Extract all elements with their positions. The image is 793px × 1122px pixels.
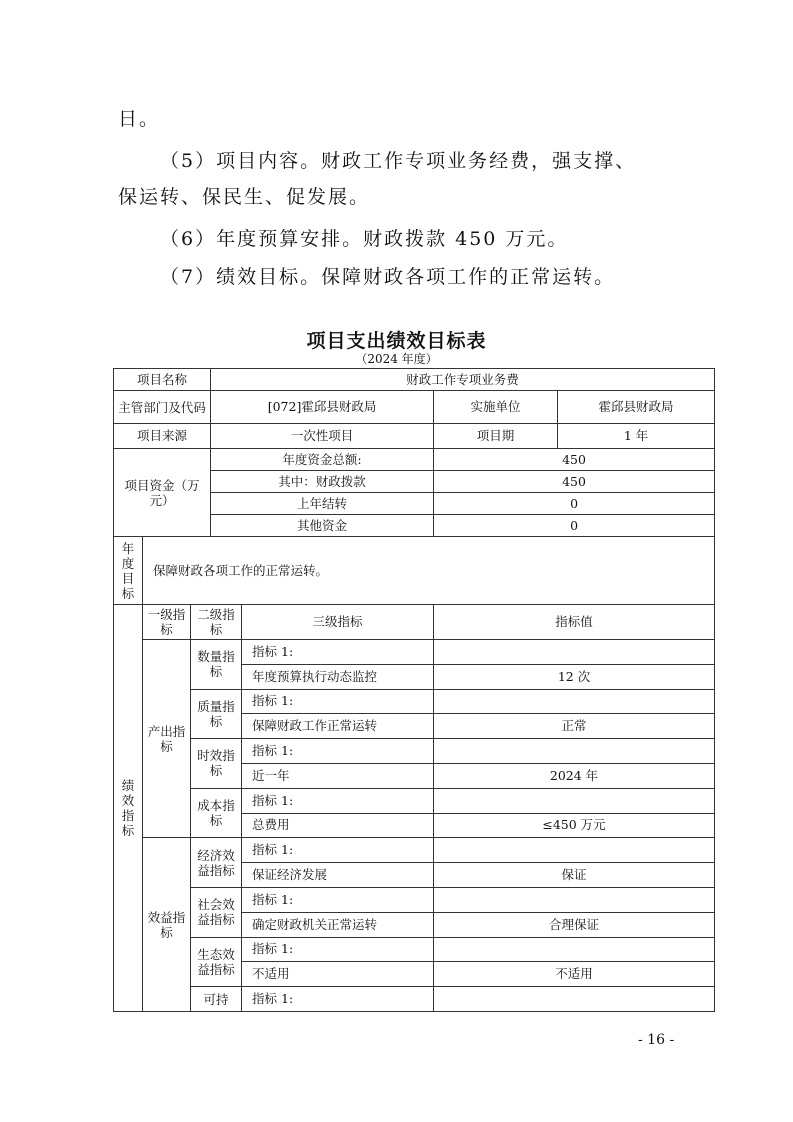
table-subtitle: （2024 年度） xyxy=(355,352,438,366)
body-line: （6）年度预算安排。财政拨款 450 万元。 xyxy=(160,228,569,250)
indicator-value: ≤450 万元 xyxy=(434,813,715,838)
level3-indicator: 年度预算执行动态监控 xyxy=(242,664,434,689)
indicator-value: 合理保证 xyxy=(434,912,715,937)
header-level2: 二级指标 xyxy=(191,605,242,640)
indicator-value: 不适用 xyxy=(434,962,715,987)
body-line: 日。 xyxy=(118,108,161,130)
body-line: 保运转、保民生、促发展。 xyxy=(118,186,371,208)
impl-value: 霍邱县财政局 xyxy=(558,391,715,424)
period-label: 项目期 xyxy=(434,424,558,449)
level3-indicator: 指标 1: xyxy=(242,987,434,1012)
header-value: 指标值 xyxy=(434,605,715,640)
impl-label: 实施单位 xyxy=(434,391,558,424)
indicator-value xyxy=(434,838,715,863)
funds-item-value: 450 xyxy=(434,471,715,493)
source-value: 一次性项目 xyxy=(211,424,434,449)
funds-item-value: 0 xyxy=(434,493,715,515)
benefit-label: 效益指标 xyxy=(143,838,191,1012)
period-value: 1 年 xyxy=(558,424,715,449)
table-row xyxy=(114,739,715,764)
level3-indicator: 保证经济发展 xyxy=(242,863,434,888)
indicator-value xyxy=(434,739,715,764)
name-label: 项目名称 xyxy=(114,369,211,391)
level3-indicator: 指标 1: xyxy=(242,788,434,813)
goal-value: 保障财政各项工作的正常运转。 xyxy=(143,537,715,605)
indicator-value xyxy=(434,937,715,962)
dept-label: 主管部门及代码 xyxy=(114,391,211,424)
table-row xyxy=(114,937,715,962)
funds-item-label: 其中：财政拨款 xyxy=(211,471,434,493)
funds-item-label: 其他资金 xyxy=(211,515,434,537)
indicator-value xyxy=(434,987,715,1012)
level2-label: 时效指标 xyxy=(191,739,242,789)
page-number: - 16 - xyxy=(638,1032,675,1048)
funds-item-value: 450 xyxy=(434,449,715,471)
table-title: 项目支出绩效目标表 xyxy=(306,330,487,352)
indicator-value xyxy=(434,887,715,912)
level2-label: 质量指标 xyxy=(191,689,242,739)
funds-label: 项目资金（万元） xyxy=(114,449,211,537)
level2-label: 经济效益指标 xyxy=(191,838,242,888)
table-row xyxy=(114,689,715,714)
output-label: 产出指标 xyxy=(143,640,191,838)
funds-item-label: 年度资金总额: xyxy=(211,449,434,471)
performance-table xyxy=(113,368,715,1012)
body-line: （7）绩效目标。保障财政各项工作的正常运转。 xyxy=(160,266,616,288)
level3-indicator: 指标 1: xyxy=(242,640,434,665)
level2-label: 成本指标 xyxy=(191,788,242,838)
body-line: （5）项目内容。财政工作专项业务经费，强支撑、 xyxy=(160,150,637,172)
dept-value: [072]霍邱县财政局 xyxy=(211,391,434,424)
level3-indicator: 指标 1: xyxy=(242,739,434,764)
table-row xyxy=(114,887,715,912)
name-value: 财政工作专项业务费 xyxy=(211,369,715,391)
perf-label: 绩效指标 xyxy=(114,605,143,1012)
table-row xyxy=(114,838,715,863)
indicator-value: 12 次 xyxy=(434,664,715,689)
indicator-value xyxy=(434,689,715,714)
source-label: 项目来源 xyxy=(114,424,211,449)
level3-indicator: 近一年 xyxy=(242,763,434,788)
table-row xyxy=(114,987,715,1012)
level3-indicator: 不适用 xyxy=(242,962,434,987)
indicator-value xyxy=(434,640,715,665)
indicator-value: 2024 年 xyxy=(434,763,715,788)
indicator-value xyxy=(434,788,715,813)
level3-indicator: 指标 1: xyxy=(242,937,434,962)
funds-item-value: 0 xyxy=(434,515,715,537)
level3-indicator: 指标 1: xyxy=(242,887,434,912)
level3-indicator: 保障财政工作正常运转 xyxy=(242,714,434,739)
level3-indicator: 确定财政机关正常运转 xyxy=(242,912,434,937)
table-row xyxy=(114,640,715,665)
indicator-value: 正常 xyxy=(434,714,715,739)
level3-indicator: 指标 1: xyxy=(242,689,434,714)
level2-label: 数量指标 xyxy=(191,640,242,690)
level2-label: 可持 xyxy=(191,987,242,1012)
level2-label: 社会效益指标 xyxy=(191,887,242,937)
level3-indicator: 指标 1: xyxy=(242,838,434,863)
header-level3: 三级指标 xyxy=(242,605,434,640)
header-level1: 一级指标 xyxy=(143,605,191,640)
indicator-value: 保证 xyxy=(434,863,715,888)
level3-indicator: 总费用 xyxy=(242,813,434,838)
funds-item-label: 上年结转 xyxy=(211,493,434,515)
table-row xyxy=(114,788,715,813)
goal-label: 年度目标 xyxy=(114,537,143,605)
level2-label: 生态效益指标 xyxy=(191,937,242,987)
